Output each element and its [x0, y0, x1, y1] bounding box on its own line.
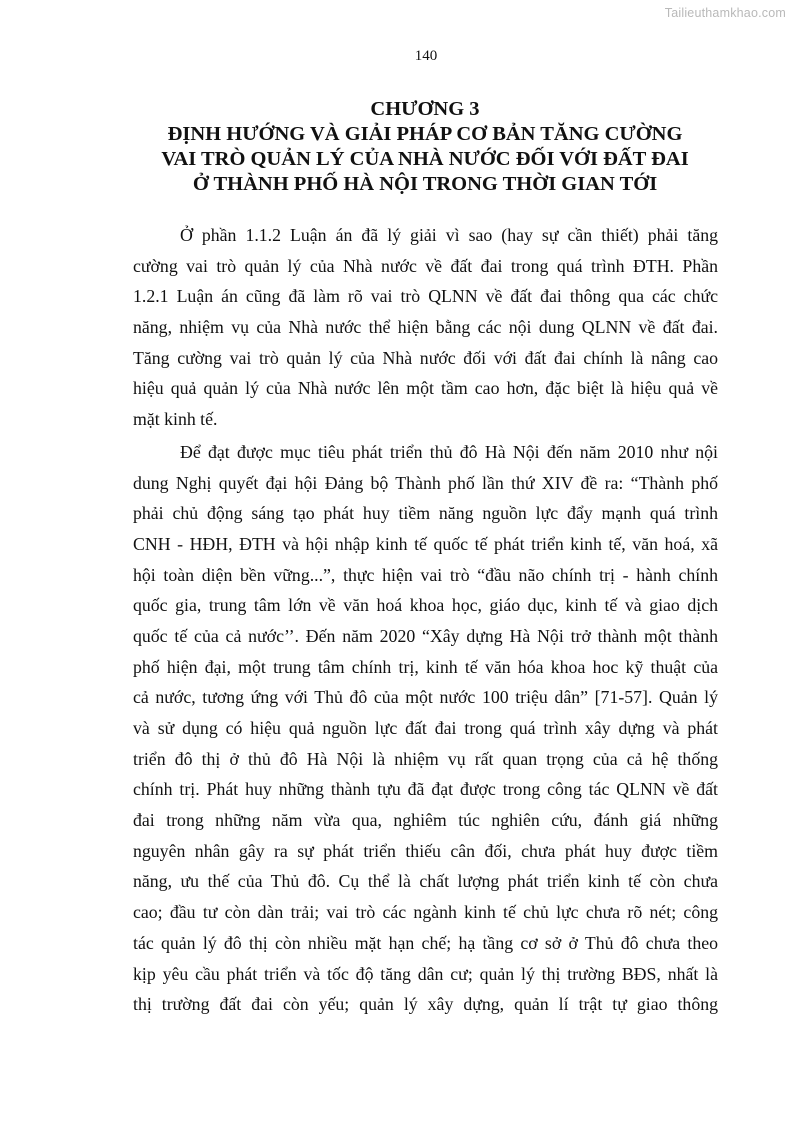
chapter-label: CHƯƠNG 3 [370, 98, 480, 120]
text-line: kịp yêu cầu phát triển và tốc độ tăng dân cư; quản lý thị trường BĐS, nhất là [133, 963, 718, 984]
text-line: dung Nghị quyết đại hội Đảng bộ Thành phố lần thứ XIV đề ra: “Thành phố [133, 472, 718, 493]
text-line: thị trường đất đai còn yếu; quản lý xây dựng, quản lí trật tự giao thông [133, 994, 718, 1015]
text-line: mặt kinh tế. [133, 409, 218, 430]
paragraph-intro [133, 220, 718, 435]
body-text [133, 220, 718, 1022]
text-line: cường vai trò quản lý của Nhà nước về đất đai trong quá trình ĐTH. Phần [133, 255, 718, 276]
text-line: triển đô thị ở thủ đô Hà Nội là nhiệm vụ rất quan trọng của cả hệ thống [133, 748, 718, 769]
paragraph-goals [133, 437, 718, 1020]
chapter-heading [100, 97, 750, 197]
text-line: Để đạt được mục tiêu phát triển thủ đô Hà Nội đến năm 2010 như nội [180, 441, 718, 462]
chapter-title-line: ĐỊNH HƯỚNG VÀ GIẢI PHÁP CƠ BẢN TĂNG CƯỜNG [167, 123, 683, 145]
text-line: cả nước, tương ứng với Thủ đô của một nước 100 triệu dân” [71-57]. Quản lý [133, 687, 718, 708]
chapter-title-line: VAI TRÒ QUẢN LÝ CỦA NHÀ NƯỚC ĐỐI VỚI ĐẤT ĐAI [161, 148, 689, 170]
text-line: năng, ưu thế của Thủ đô. Cụ thể là chất lượng phát triển kinh tế còn chưa [133, 871, 718, 892]
text-line: Tăng cường vai trò quản lý của Nhà nước đối với đất đai chính là nâng cao [133, 347, 718, 368]
watermark: Tailieuthamkhao.com [664, 6, 786, 20]
text-line: đai trong những năm vừa qua, nghiêm túc nghiên cứu, đánh giá những [133, 810, 718, 831]
text-line: Ở phần 1.1.2 Luận án đã lý giải vì sao (hay sự cần thiết) phải tăng [180, 225, 718, 245]
text-line: phải chủ động sáng tạo phát huy tiềm năng nguồn lực đẩy mạnh quá trình [133, 503, 718, 524]
text-line: hội toàn diện bền vững...”, thực hiện vai trò “đầu não chính trị - hành chính [133, 564, 718, 585]
text-line: phố hiện đại, một trung tâm chính trị, kinh tế văn hóa khoa hoc kỹ thuật của [133, 656, 718, 677]
text-line: cao; đầu tư còn dàn trải; vai trò các ngành kinh tế chủ lực chưa rõ nét; công [133, 902, 718, 923]
text-line: tác quản lý đô thị còn nhiều mặt hạn chế; hạ tầng cơ sở ở Thủ đô chưa theo [133, 932, 718, 953]
text-line: CNH - HĐH, ĐTH và hội nhập kinh tế quốc tế phát triển kinh tế, văn hoá, xã [133, 533, 718, 554]
text-line: hiệu quả quản lý của Nhà nước lên một tầm cao hơn, đặc biệt là hiệu quả về [133, 378, 718, 399]
text-line: chính trị. Phát huy những thành tựu đã đạt được trong công tác QLNN về đất [133, 779, 718, 800]
page-number: 140 [414, 48, 438, 64]
chapter-title-line: Ở THÀNH PHỐ HÀ NỘI TRONG THỜI GIAN TỚI [192, 173, 658, 195]
text-line: quốc tế của cả nước’’. Đến năm 2020 “Xây dựng Hà Nội trở thành một thành [133, 625, 718, 646]
text-line: quốc gia, trung tâm lớn về văn hoá khoa học, giáo dục, kinh tế và giao dịch [133, 595, 718, 616]
text-line: năng, nhiệm vụ của Nhà nước thể hiện bằng các nội dung QLNN về đất đai. [133, 317, 718, 338]
text-line: nguyên nhân gây ra sự phát triển thiếu cân đối, chưa phát huy được tiềm [133, 840, 718, 861]
text-line: 1.2.1 Luận án cũng đã làm rõ vai trò QLNN về đất đai thông qua các chức [133, 286, 718, 307]
text-line: và sử dụng có hiệu quả nguồn lực đất đai trong quá trình xây dựng và phát [133, 718, 718, 738]
